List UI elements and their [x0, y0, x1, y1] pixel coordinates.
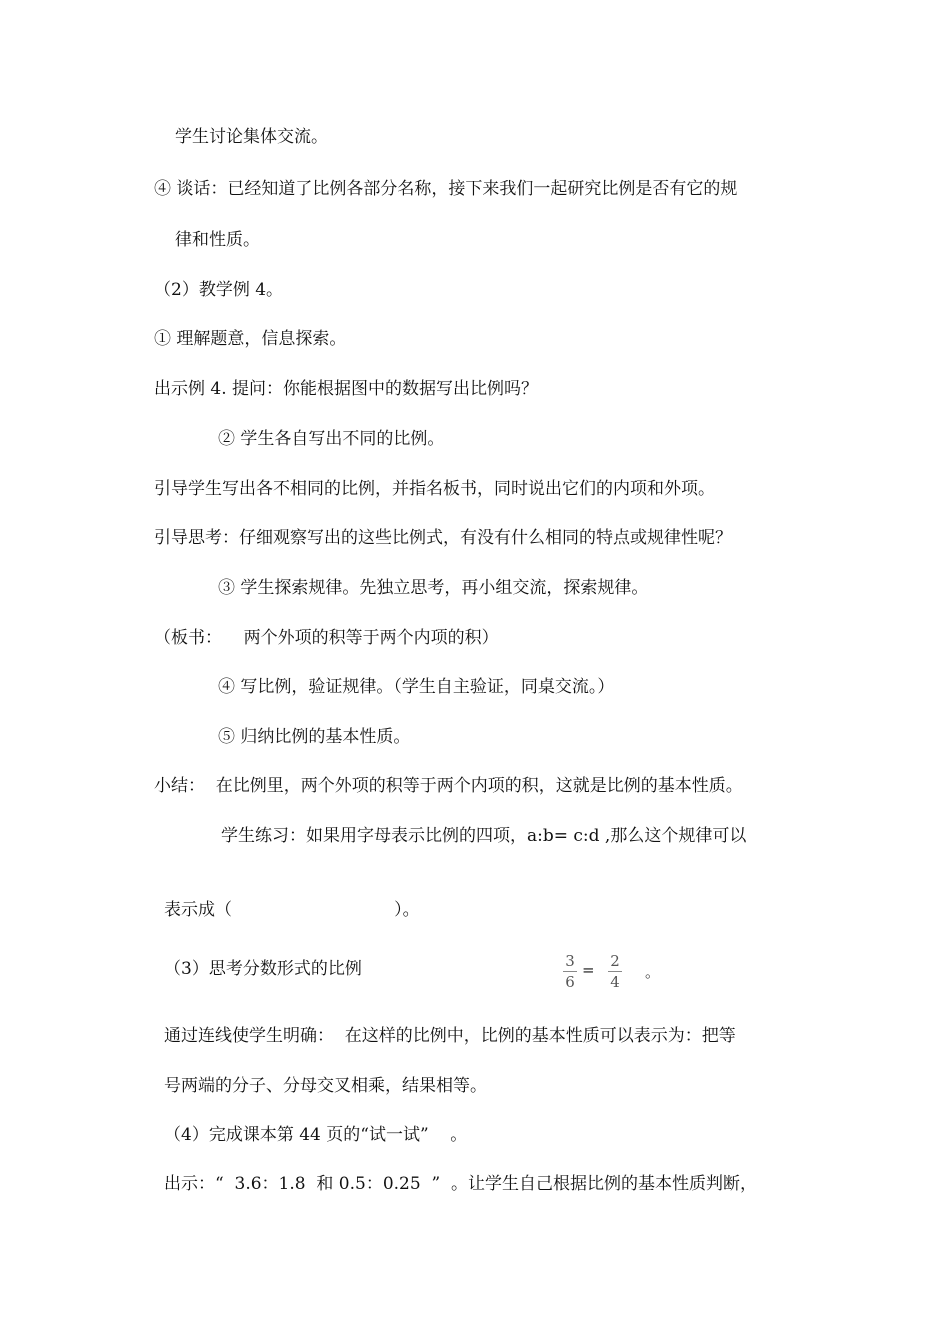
text-line: ② 学生各自写出不同的比例。 — [218, 429, 445, 449]
text-line: （2）教学例 4。 — [154, 280, 284, 300]
fraction-right — [608, 952, 622, 991]
text-line: 学生讨论集体交流。 — [175, 127, 328, 147]
numerator: 2 — [610, 952, 620, 970]
text-line: 引导学生写出各不相同的比例，并指名板书，同时说出它们的内项和外项。 — [154, 479, 715, 499]
text-line: 小结： 在比例里，两个外项的积等于两个内项的积，这就是比例的基本性质。 — [154, 776, 743, 796]
text-line: （4）完成课本第 44 页的“试一试” 。 — [164, 1125, 468, 1145]
denominator: 6 — [565, 973, 575, 991]
text-line: 通过连线使学生明确： 在这样的比例中，比例的基本性质可以表示为：把等 — [164, 1026, 736, 1046]
text-line: ④ 写比例，验证规律。（学生自主验证，同桌交流。） — [218, 677, 615, 697]
denominator: 4 — [610, 973, 620, 991]
text-line: ① 理解题意，信息探索。 — [154, 329, 347, 349]
period: 。 — [645, 963, 661, 981]
text-line: 表示成（ ）。 — [164, 900, 420, 920]
text-line: 出示：“ 3.6：1.8 和 0.5：0.25 ” 。让学生自己根据比例的基本性质判断， — [164, 1174, 757, 1194]
text-line: 出示例 4. 提问：你能根据图中的数据写出比例吗？ — [154, 379, 539, 399]
fraction-left — [563, 952, 577, 991]
text-line: （3）思考分数形式的比例 — [164, 959, 362, 979]
text-line: ④ 谈话：已经知道了比例各部分名称，接下来我们一起研究比例是否有它的规 — [154, 179, 738, 199]
text-line: 引导思考：仔细观察写出的这些比例式，有没有什么相同的特点或规律性呢？ — [154, 528, 732, 548]
equals-sign: = — [582, 961, 595, 979]
fraction-bar — [563, 971, 577, 972]
text-line: ⑤ 归纳比例的基本性质。 — [218, 727, 411, 747]
text-line: 律和性质。 — [175, 230, 260, 250]
text-line: 学生练习：如果用字母表示比例的四项，a:b= c:d ,那么这个规律可以 — [221, 826, 747, 846]
text-line: （板书： 两个外项的积等于两个内项的积） — [154, 628, 499, 648]
text-line: 号两端的分子、分母交叉相乘，结果相等。 — [164, 1076, 487, 1096]
text-line: ③ 学生探索规律。先独立思考，再小组交流，探索规律。 — [218, 578, 649, 598]
fraction-bar — [608, 971, 622, 972]
numerator: 3 — [565, 952, 575, 970]
